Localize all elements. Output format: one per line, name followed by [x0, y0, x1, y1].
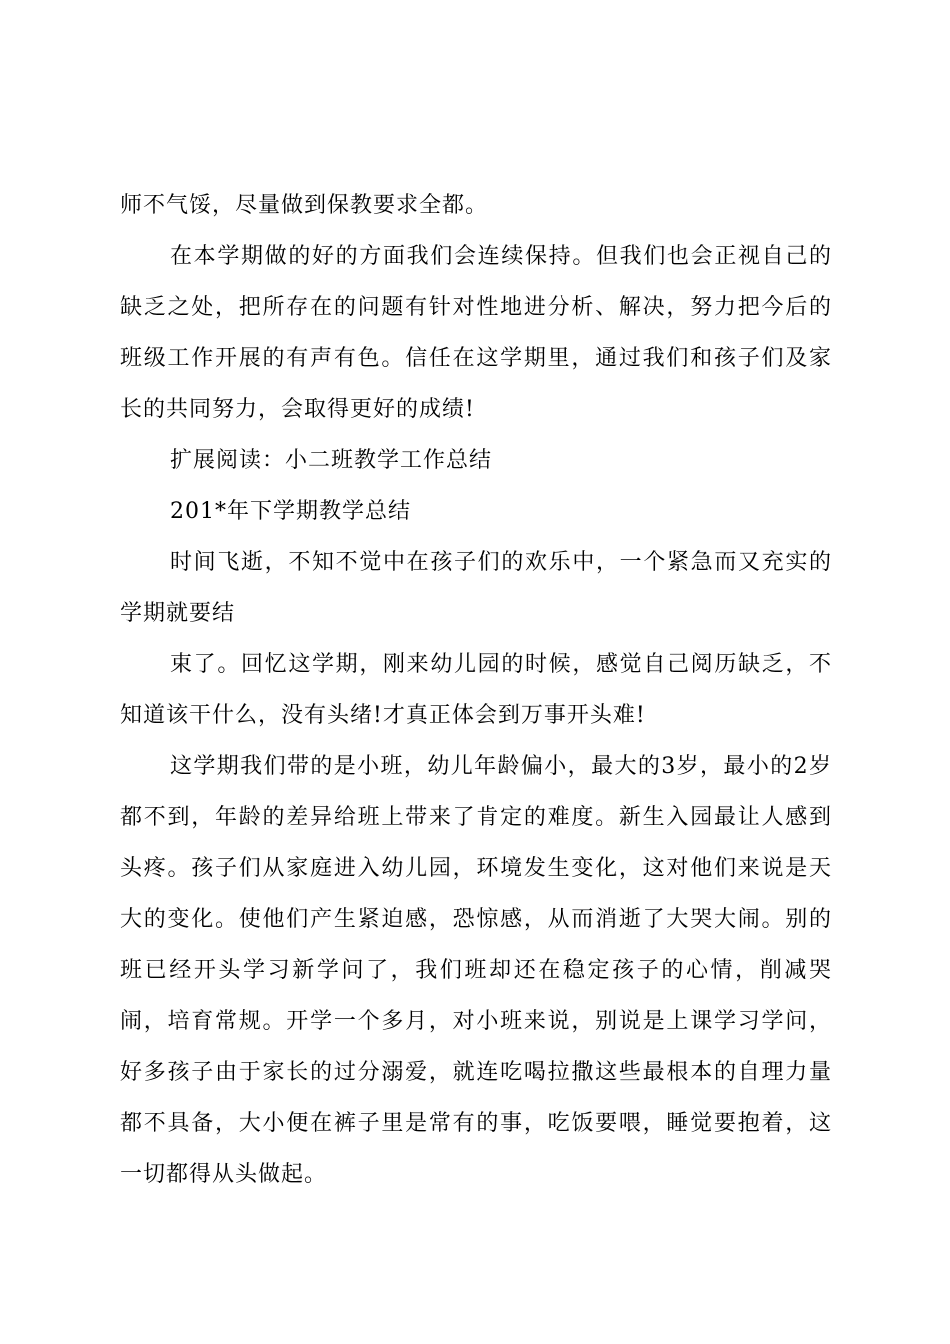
paragraph-semester-end: 束了。回忆这学期，刚来幼儿园的时候，感觉自己阅历缺乏，不知道该干什么，没有头绪!才真正体会到万事开头难!: [120, 652, 832, 728]
paragraph-small-class: 这学期我们带的是小班，幼儿年龄偏小，最大的3岁，最小的2岁都不到，年龄的差异给班上带来了肯定的难度。新生入园最让人感到头疼。孩子们从家庭进入幼儿园，环境发生变化，这对他们来说是天大的变化。使他们产生紧迫感，恐惊感，从而消逝了大哭大闹。别的班已经开头学习新学问了，我们班却还在稳定孩子的心情，削减哭闹，培育常规。开学一个多月，对小班来说，别说是上课学习学问，好多孩子由于家长的过分溺爱，就连吃喝拉撒这些最根本的自理力量都不具备，大小便在裤子里是常有的事，吃饭要喂，睡觉要抱着，这一切都得从头做起。: [120, 754, 832, 1187]
document-body: [120, 180, 832, 1200]
paragraph-time-flies: 时间飞逝，不知不觉中在孩子们的欢乐中，一个紧急而又充实的学期就要结: [120, 550, 832, 626]
section-title: 201*年下学期教学总结: [170, 499, 411, 524]
paragraph-semester-reflection: 在本学期做的好的方面我们会连续保持。但我们也会正视自己的缺乏之处，把所存在的问题有针对性地进分析、解决，努力把今后的班级工作开展的有声有色。信任在这学期里，通过我们和孩子们及家长的共同努力，会取得更好的成绩!: [120, 244, 832, 422]
paragraph-continuation: 师不气馁，尽量做到保教要求全都。: [120, 193, 489, 218]
extended-reading-heading: 扩展阅读：小二班教学工作总结: [170, 448, 493, 473]
